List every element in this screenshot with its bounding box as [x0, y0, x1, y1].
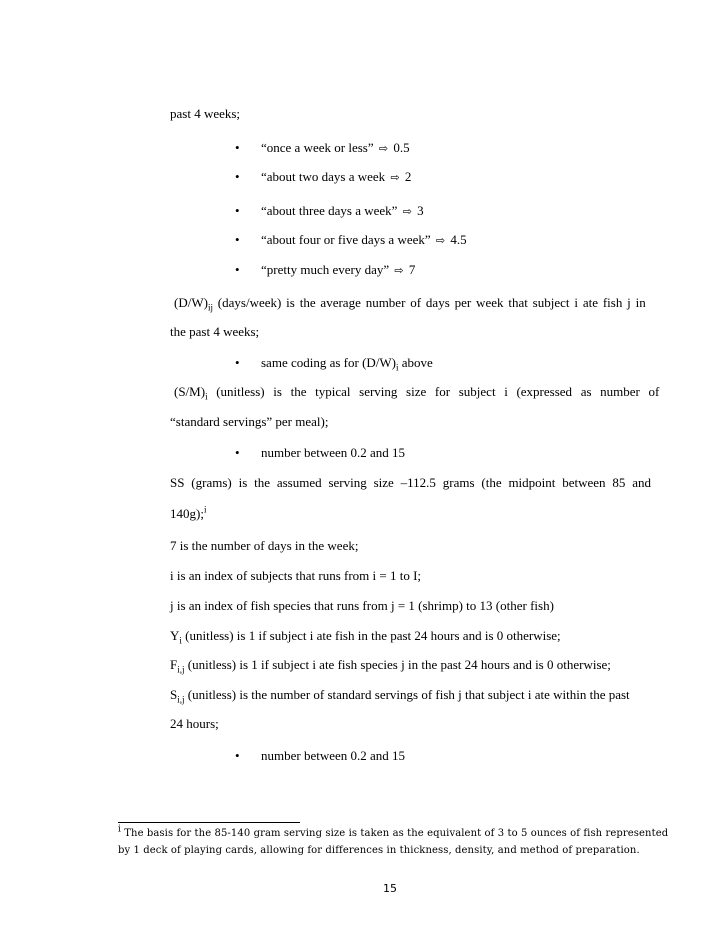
bullet: • [235, 262, 240, 277]
list-item-text: “once a week or less” [261, 140, 374, 155]
bullet: • [235, 169, 240, 184]
symbol: F [170, 657, 178, 672]
arrow-icon: ⇨ [378, 143, 389, 155]
symbol: Y [170, 628, 180, 643]
definition-dwij [174, 295, 646, 313]
text-line: SS (grams) is the assumed serving size –112.5 grams (the midpoint between 85 and [170, 475, 652, 490]
subscript: i,j [177, 664, 185, 675]
bullet: • [235, 355, 240, 370]
list-item [261, 140, 410, 157]
definition-text: (unitless) is the number of standard servings of fish j that subject i ate within the past [184, 687, 630, 702]
text-line: j is an index of fish species that runs from j = 1 (shrimp) to 13 (other fish) [170, 598, 554, 613]
definition-text: (unitless) is the typical serving size for subject i (expressed as number of [207, 384, 660, 399]
text-line: i is an index of subjects that runs from i = 1 to I; [170, 568, 422, 583]
arrow-icon: ⇨ [435, 235, 446, 247]
list-item-text: same coding as for (D/W) [261, 355, 397, 370]
definition-text: (unitless) is 1 if subject i ate fish species j in the past 24 hours and is 0 otherwise; [184, 657, 611, 672]
definition-fij [170, 657, 611, 673]
text-line: the past 4 weeks; [170, 324, 260, 339]
list-item [261, 262, 415, 279]
symbol: (S/M) [174, 384, 206, 399]
definition-smi [174, 384, 659, 400]
arrow-icon: ⇨ [402, 206, 412, 218]
list-item-value: 7 [408, 262, 416, 277]
list-item-text: “about four or five days a week” [261, 232, 431, 247]
footnote-separator [118, 822, 300, 823]
bullet: • [235, 445, 240, 460]
text-line: past 4 weeks; [170, 106, 241, 121]
definition-yi [170, 628, 561, 644]
list-item: number between 0.2 and 15 [261, 445, 406, 460]
list-item [261, 355, 433, 371]
arrow-icon: ⇨ [394, 265, 404, 277]
definition-sij [170, 687, 630, 703]
bullet: • [235, 140, 240, 155]
definition-text: (unitless) is 1 if subject i ate fish in the past 24 hours and is 0 otherwise; [181, 628, 561, 643]
list-item [261, 203, 424, 220]
footnote-line [118, 824, 669, 842]
list-item-text: “about three days a week” [261, 203, 398, 218]
footnote-ref: i [203, 504, 207, 515]
list-item-value: 0.5 [393, 140, 410, 155]
symbol: (D/W) [174, 295, 208, 310]
list-item-text: above [398, 355, 433, 370]
subscript: i [205, 391, 208, 402]
list-item-value: 2 [404, 169, 412, 184]
list-item [261, 232, 467, 249]
text: 140g); [170, 506, 204, 521]
subscript: i [179, 635, 182, 646]
subscript: i [396, 362, 399, 373]
list-item-value: 3 [417, 203, 424, 218]
list-item-text: “about two days a week [261, 169, 386, 184]
subscript: ij [207, 302, 213, 313]
text-line [170, 506, 206, 522]
text-line: 7 is the number of days in the week; [170, 538, 359, 553]
bullet: • [235, 748, 240, 763]
definition-text: (days/week) is the average number of days per week that subject i ate fish j in [212, 295, 646, 310]
bullet: • [235, 232, 240, 247]
list-item-value: 4.5 [450, 232, 467, 247]
list-item: number between 0.2 and 15 [261, 748, 406, 763]
text-line: “standard servings” per meal); [170, 414, 329, 429]
symbol: S [170, 687, 178, 702]
footnote-marker: i [118, 824, 121, 835]
list-item [261, 169, 411, 186]
footnote-text: The basis for the 85-140 gram serving size is taken as the equivalent of 3 to 5 ounces of fish represented [120, 828, 669, 839]
subscript: i,j [177, 694, 185, 705]
list-item-text: “pretty much every day” [261, 262, 390, 277]
text-line: 24 hours; [170, 716, 219, 731]
footnote-line: by 1 deck of playing cards, allowing for differences in thickness, density, and method of preparation. [118, 845, 640, 856]
page-number: 15 [383, 882, 397, 895]
bullet: • [235, 203, 240, 218]
arrow-icon: ⇨ [390, 172, 400, 184]
